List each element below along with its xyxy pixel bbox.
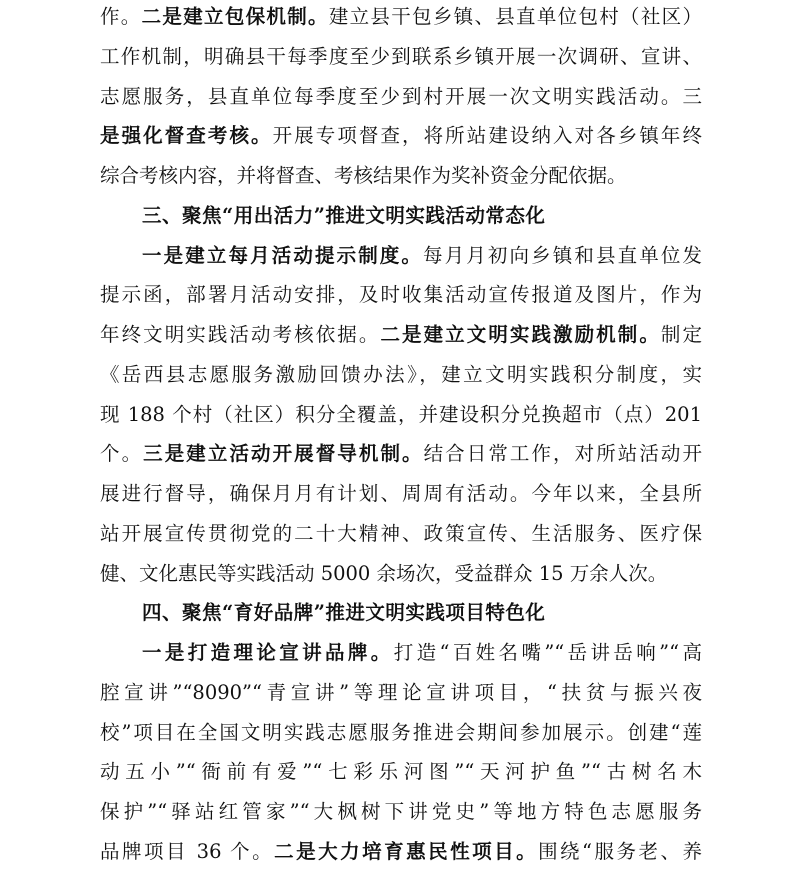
text-run: 校”项目在全国文明实践志愿服务推进会期间参加展示。创建“莲: [100, 720, 702, 744]
text-run: 打造“百姓名嘴”“岳讲岳响”“高: [393, 641, 702, 664]
text-run: 腔宣讲”“8090”“青宣讲”等理论宣讲项目，“扶贫与振兴夜: [100, 680, 702, 704]
section-heading: [100, 196, 702, 236]
text-run: 健、文化惠民等实践活动 5000 余场次，受益群众 15 万余人次。: [100, 561, 668, 585]
text-line: [100, 514, 702, 554]
bold-phrase: 二是建立文明实践激励机制。: [380, 323, 661, 346]
text-line: [100, 77, 702, 117]
text-run: 站开展宣传贯彻党的二十大精神、政策宣传、生活服务、医疗保: [100, 521, 702, 545]
text-run: 结合日常工作，对所站活动开: [423, 442, 702, 466]
text-line: [100, 474, 702, 514]
text-line: [100, 752, 702, 792]
text-run: 建立县干包乡镇、县直单位包村（社区）: [328, 5, 702, 28]
text-line: [100, 713, 702, 753]
text-run: 工作机制，明确县干每季度至少到联系乡镇开展一次调研、宣讲、: [100, 44, 702, 68]
text-run: 动五小”“衙前有爱”“七彩乐河图”“天河护鱼”“古树名木: [100, 760, 702, 784]
text-run: 展进行督导，确保月月有计划、周周有活动。今年以来，全县所: [100, 482, 702, 505]
text-line: [100, 434, 702, 474]
text-line: [100, 156, 702, 196]
bold-phrase: 一是打造理论宣讲品牌。: [142, 641, 394, 664]
text-run: 制定: [660, 323, 702, 346]
text-run: 年终文明实践活动考核依据。: [100, 323, 381, 346]
text-run: 品牌项目 36 个。: [100, 839, 275, 863]
text-line: [100, 633, 702, 673]
text-line: [100, 275, 702, 315]
text-run: 每月月初向乡镇和县直单位发: [423, 243, 702, 267]
text-run: 保护”“驿站红管家”“大枫树下讲党史”等地方特色志愿服务: [100, 800, 702, 823]
text-line: [100, 355, 702, 395]
text-line: [100, 236, 702, 276]
text-run: 个。: [100, 442, 144, 466]
text-line: [100, 832, 702, 872]
bold-phrase: 三是建立活动开展督导机制。: [143, 442, 424, 466]
bold-phrase: 二是大力培育惠民性项目。: [274, 839, 539, 863]
text-line: [100, 315, 702, 355]
bold-phrase: 一是建立每月活动提示制度。: [142, 243, 424, 267]
text-line: [100, 0, 702, 37]
document-body: [100, 0, 702, 872]
text-run: 作。: [100, 5, 142, 28]
bold-phrase: 三、聚焦“用出活力”推进文明实践活动常态化: [142, 203, 546, 227]
bold-phrase: 是强化督查考核。: [100, 124, 273, 148]
text-run: 开展专项督查，将所站建设纳入对各乡镇年终: [272, 124, 702, 148]
text-line: [100, 554, 702, 594]
section-heading: [100, 593, 702, 633]
text-run: 《岳西县志愿服务激励回馈办法》，建立文明实践积分制度，实: [100, 362, 702, 386]
text-line: [100, 395, 702, 435]
text-run: 现 188 个村（社区）积分全覆盖，并建设积分兑换超市（点）201: [100, 402, 702, 426]
text-line: [100, 792, 702, 832]
text-line: [100, 673, 702, 713]
bold-phrase: 四、聚焦“育好品牌”推进文明实践项目特色化: [142, 601, 546, 625]
text-run: 综合考核内容，并将督查、考核结果作为奖补资金分配依据。: [100, 164, 627, 187]
text-run: 提示函，部署月活动安排，及时收集活动宣传报道及图片，作为: [100, 283, 702, 307]
text-run: 志愿服务，县直单位每季度至少到村开展一次文明实践活动。三: [100, 84, 702, 108]
text-line: [100, 37, 702, 77]
text-line: [100, 116, 702, 156]
bold-phrase: 二是建立包保机制。: [141, 5, 329, 28]
text-run: 围绕“服务老、养: [538, 839, 702, 863]
